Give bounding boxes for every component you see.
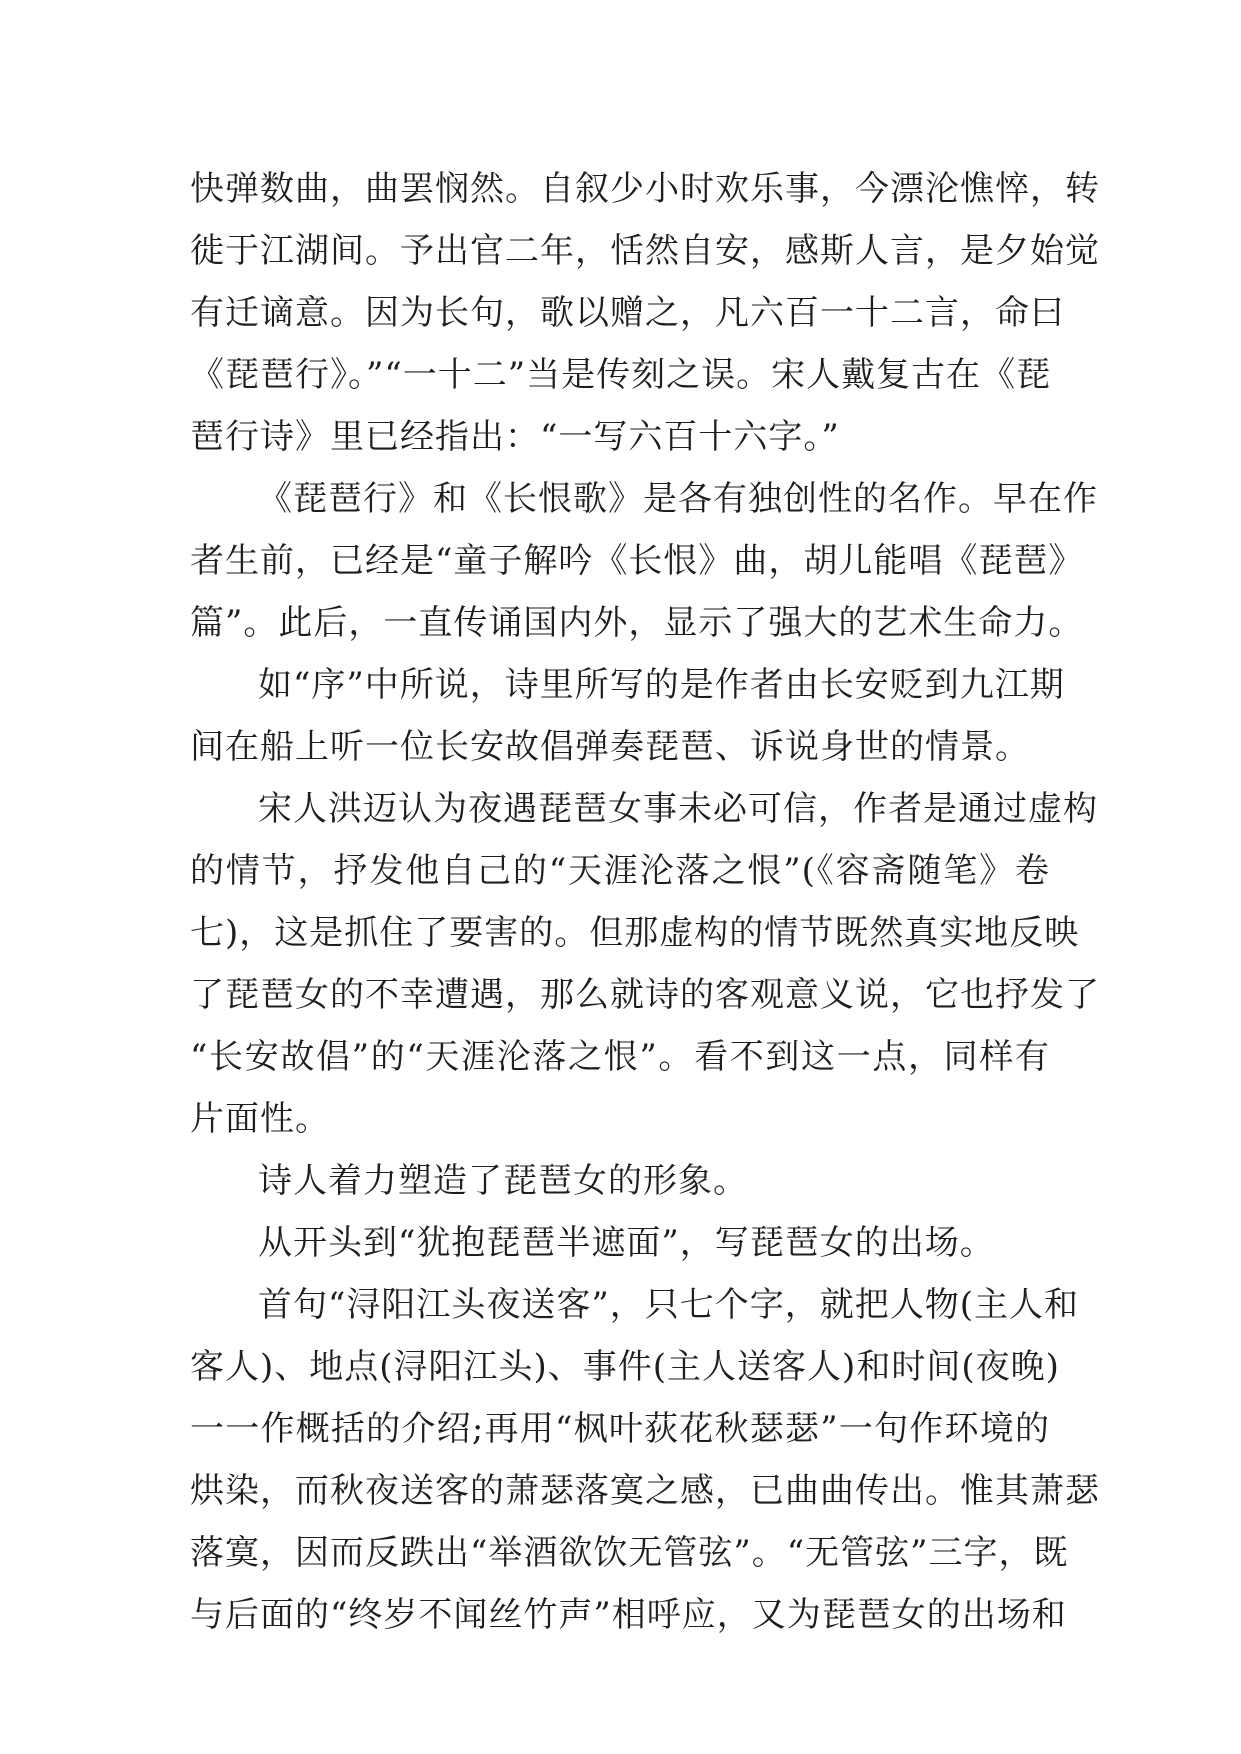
text-line: 客人)、地点(浔阳江头)、事件(主人送客人)和时间(夜晚): [190, 1347, 1060, 1387]
text-line: 了琵琶女的不幸遭遇，那么就诗的客观意义说，它也抒发了: [190, 975, 1100, 1015]
text-line: 一一作概括的介绍;再用“枫叶荻花秋瑟瑟”一句作环境的: [190, 1409, 1050, 1449]
paragraph-start-line: 诗人着力塑造了琵琶女的形象。: [258, 1161, 748, 1201]
text-line: 者生前，已经是“童子解吟《长恨》曲，胡儿能唱《琵琶》: [190, 541, 1084, 581]
paragraph-start-line: 《琵琶行》和《长恨歌》是各有独创性的名作。早在作: [258, 479, 1098, 519]
text-line: 落寞，因而反跌出“举酒欲饮无管弦”。“无管弦”三字，既: [190, 1533, 1069, 1573]
text-line: “长安故倡”的“天涯沦落之恨”。看不到这一点，同样有: [190, 1037, 1050, 1077]
text-line: 琶行诗》里已经指出：“一写六百十六字。”: [190, 417, 840, 457]
text-line: 篇”。此后，一直传诵国内外，显示了强大的艺术生命力。: [190, 603, 1084, 643]
text-line: 有迁谪意。因为长句，歌以赠之，凡六百一十二言，命曰: [190, 293, 1065, 333]
text-line: 烘染，而秋夜送客的萧瑟落寞之感，已曲曲传出。惟其萧瑟: [190, 1471, 1100, 1511]
paragraph-start-line: 宋人洪迈认为夜遇琵琶女事未必可信，作者是通过虚构: [258, 789, 1098, 829]
text-line: 《琵琶行》。”“一十二”当是传刻之误。宋人戴复古在《琵: [190, 355, 1052, 395]
paragraph-start-line: 从开头到“犹抱琵琶半遮面”，写琵琶女的出场。: [258, 1223, 995, 1263]
text-line: 七)，这是抓住了要害的。但那虚构的情节既然真实地反映: [190, 913, 1080, 953]
body-text: [190, 158, 1100, 1646]
text-line: 片面性。: [190, 1099, 330, 1139]
text-line: 与后面的“终岁不闻丝竹声”相呼应，又为琵琶女的出场和: [190, 1595, 1067, 1635]
text-line: 的情节，抒发他自己的“天涯沦落之恨”(《容斋随笔》卷: [190, 851, 1050, 891]
text-line: 间在船上听一位长安故倡弹奏琵琶、诉说身世的情景。: [190, 727, 1030, 767]
paragraph-start-line: 如“序”中所说，诗里所写的是作者由长安贬到九江期: [258, 665, 1065, 705]
text-line: 快弹数曲，曲罢悯然。自叙少小时欢乐事，今漂沦憔悴，转: [190, 169, 1100, 209]
paragraph-start-line: 首句“浔阳江头夜送客”，只七个字，就把人物(主人和: [258, 1285, 1080, 1325]
text-line: 徙于江湖间。予出官二年，恬然自安，感斯人言，是夕始觉: [190, 231, 1100, 271]
